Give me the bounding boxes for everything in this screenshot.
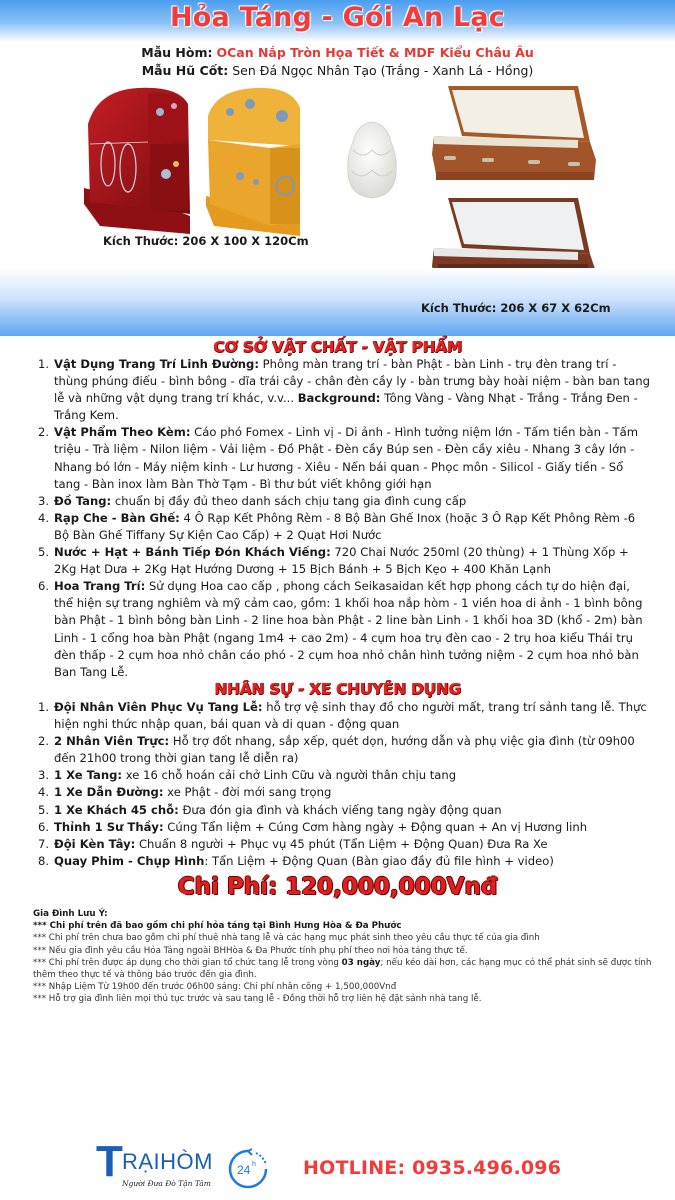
note-1: *** Chi phí trên đã bao gồm chi phí hỏa táng tại Bình Hưng Hòa & Đa Phước	[33, 921, 402, 932]
facilities-item-6: 6. Hoa Trang Trí: Sử dụng Hoa cao cấp , phong cách Seikasaidan kết hợp phong cách tự do hiện đại, thể hiện sự trang nghiêm và mỹ cảm cao, gồm: 1 khối hoa nắp hòm - 1 viền hoa di ảnh - 1 bình bông bàn Phật - 1 bình bông bàn Linh - 2 line hoa bàn Phật - 2 line bàn Linh - 1 khối hoa 3D (khổ - 2m) bàn Linh - 1 cổng hoa bàn Phật (ngang 1m4 + cao 2m) - 4 cụm hoa trụ đèn cao - 2 trụ hoa kiểu Thái trụ đèn thấp - 2 cụm hoa nhỏ chân cáo phó - 2 cụm hoa nhỏ chân hình tưởng niệm - 2 cụm hoa nhỏ bàn Ban Tang Lễ.	[38, 579, 643, 679]
logo-h: h	[252, 1161, 256, 1168]
facilities-item-2: 2. Vật Phẩm Theo Kèm: Cáo phó Fomex - Linh vị - Di ảnh - Hình tưởng niệm lớn - Tấm tiền bàn - Tấm triệu - Trà liệm - Nilon liệm - Vải liệm - Đồ Phật - Đèn cầy Búp sen - Đèn cầy xiêu - Nhang 3 cây lớn - Nhang bó lớn - Máy niệm kinh - Lư hương - Xiêu - Nến bái quan - Phọc môn - Silicol - Giấy tiền - Sổ tang - Bàn inox làm Bàn Thờ Tạm - Bì thư bút viết không giới hạn	[38, 425, 639, 491]
package-price: Chi Phí: 120,000,000Vnđ	[177, 874, 498, 900]
mdf-dimensions: Kích Thước: 206 X 67 X 62Cm	[421, 301, 611, 315]
staff-vehicles-list	[38, 699, 650, 870]
staff-item-6: 6. Thỉnh 1 Sư Thầy: Cúng Tẩn liệm + Cúng Cơm hàng ngày + Động quan + An vị Hương linh	[38, 819, 588, 834]
staff-item-2: 2. 2 Nhân Viên Trực: Hỗ trợ đốt nhang, sắp xếp, quét dọn, hướng dẫn và phụ việc gia đình (từ 09h00 đến 21h00 trong thời gian tang lễ diễn ra)	[38, 734, 635, 766]
traihom-logo[interactable]	[96, 1137, 276, 1193]
red-coffin-image	[78, 84, 196, 236]
facilities-list	[38, 356, 650, 681]
logo-tagline: Người Đưa Đò Tận Tâm	[122, 1179, 211, 1188]
clock-24h-icon	[226, 1147, 270, 1191]
staff-item-4: 4. 1 Xe Dẫn Đường: xe Phật - đời mới sang trọng	[38, 785, 332, 800]
staff-item-1: 1. Đội Nhân Viên Phục Vụ Tang Lễ: hỗ trợ vệ sinh thay đồ cho người mất, trang trí sảnh tang lễ. Thực hiện nghi thức nhập quan, bái quan và di quan - động quan	[38, 700, 647, 732]
staff-item-5: 5. 1 Xe Khách 45 chỗ: Đưa đón gia đình và khách viếng tang ngày động quan	[38, 802, 502, 817]
facilities-item-4: 4. Rạp Che - Bàn Ghế: 4 Ô Rạp Kết Phông Rèm - 8 Bộ Bàn Ghế Inox (hoặc 3 Ô Rạp Kết Phông Rèm -6 Bộ Bàn Ghế Tiffany Sự Kiện Cao Cấp) + 2 Quạt Hơi Nước	[38, 510, 636, 542]
light-coffin-image	[428, 84, 598, 188]
ocan-dimensions: Kích Thước: 206 X 100 X 120Cm	[103, 234, 309, 248]
facilities-item-1: 1. Vật Dụng Trang Trí Linh Đường: Phông màn trang trí - bàn Phật - bàn Linh - trụ đèn trang trí - thùng phúng điếu - bình bông - dĩa trái cây - chân đèn cầy ly - bàn trưng bày hoài niệm - bàn ban tang lễ và những vật dụng trang trí khác, v.v... Background: Tông Vàng - Vàng Nhạt - Trắng - Trắng Đen - Trắng Kem.	[38, 357, 650, 423]
coffin-model-value: OCan Nắp Tròn Họa Tiết & MDF Kiểu Châu Âu	[216, 45, 534, 60]
logo-24: 24	[237, 1163, 251, 1177]
coffin-model-line	[0, 45, 675, 60]
section-staff-vehicles-title: NHÂN SỰ - XE CHUYÊN DỤNG	[214, 680, 461, 698]
urn-model-line	[0, 63, 675, 78]
note-5: *** Nhập Liệm Từ 19h00 đến trước 06h00 sáng: Chi phí nhân công + 1,500,000Vnđ	[33, 982, 397, 993]
staff-item-7: 7. Đội Kèn Tây: Chuẩn 8 người + Phục vụ 45 phút (Tẩn Liệm + Động Quan) Đưa Ra Xe	[38, 836, 548, 851]
yellow-coffin-image	[200, 86, 312, 236]
staff-item-3: 3. 1 Xe Tang: xe 16 chỗ hoán cải chở Linh Cữu và người thân chịu tang	[38, 768, 457, 783]
facilities-item-3: 3. Đồ Tang: chuẩn bị đầy đủ theo danh sách chịu tang gia đình cung cấp	[38, 493, 467, 508]
page-title: Hỏa Táng - Gói An Lạc	[170, 2, 505, 33]
facilities-item-5: 5. Nước + Hạt + Bánh Tiếp Đón Khách Viếng: 720 Chai Nước 250ml (20 thùng) + 1 Thùng Xốp + 2Kg Hạt Dưa + 2Kg Hạt Hướng Dương + 15 Bịch Bánh + 5 Bịch Kẹo + 400 Khăn Lạnh	[38, 545, 629, 577]
logo-wordmark: RẠIHÒM	[122, 1149, 213, 1174]
family-notes	[33, 908, 653, 1006]
logo-letter-t: T	[96, 1137, 123, 1186]
note-3: *** Nếu gia đình yêu cầu Hỏa Táng ngoài BHHòa & Đa Phước tính phụ phí theo nơi hỏa táng thực tế.	[33, 945, 468, 956]
hotline-phone[interactable]: HOTLINE: 0935.496.096	[303, 1157, 562, 1179]
urn-model-value: Sen Đá Ngọc Nhân Tạo (Trắng - Xanh Lá - Hồng)	[232, 63, 534, 78]
staff-item-8: 8. Quay Phim - Chụp Hình: Tẩn Liệm + Động Quan (Bàn giao đầy đủ file hình + video)	[38, 853, 554, 868]
notes-heading: Gia Đình Lưu Ý:	[33, 909, 108, 919]
note-2: *** Chi phí trên chưa bao gồm chi phí thuê nhà tang lễ và các hạng mục phát sinh theo yêu cầu thực tế của gia đình	[33, 933, 540, 944]
urn-model-label: Mẫu Hũ Cốt:	[141, 63, 229, 78]
coffin-model-label: Mẫu Hòm:	[141, 45, 213, 60]
note-4: *** Chi phí trên được áp dụng cho thời gian tổ chức tang lễ trong vòng 03 ngày; nếu kéo dài hơn, các hạng mục có thể phát sinh sẽ được tính thêm theo thực tế và thông báo trước đến gia đình.	[33, 957, 652, 981]
note-6: *** Hỗ trợ gia đình liên mọi thủ tục trước và sau tang lễ - Đồng thời hỗ trợ liên hệ đặt sảnh nhà tang lễ.	[33, 994, 482, 1005]
lotus-urn-image	[343, 120, 401, 200]
section-facilities-title: CƠ SỞ VẬT CHẤT - VẬT PHẨM	[213, 338, 462, 356]
